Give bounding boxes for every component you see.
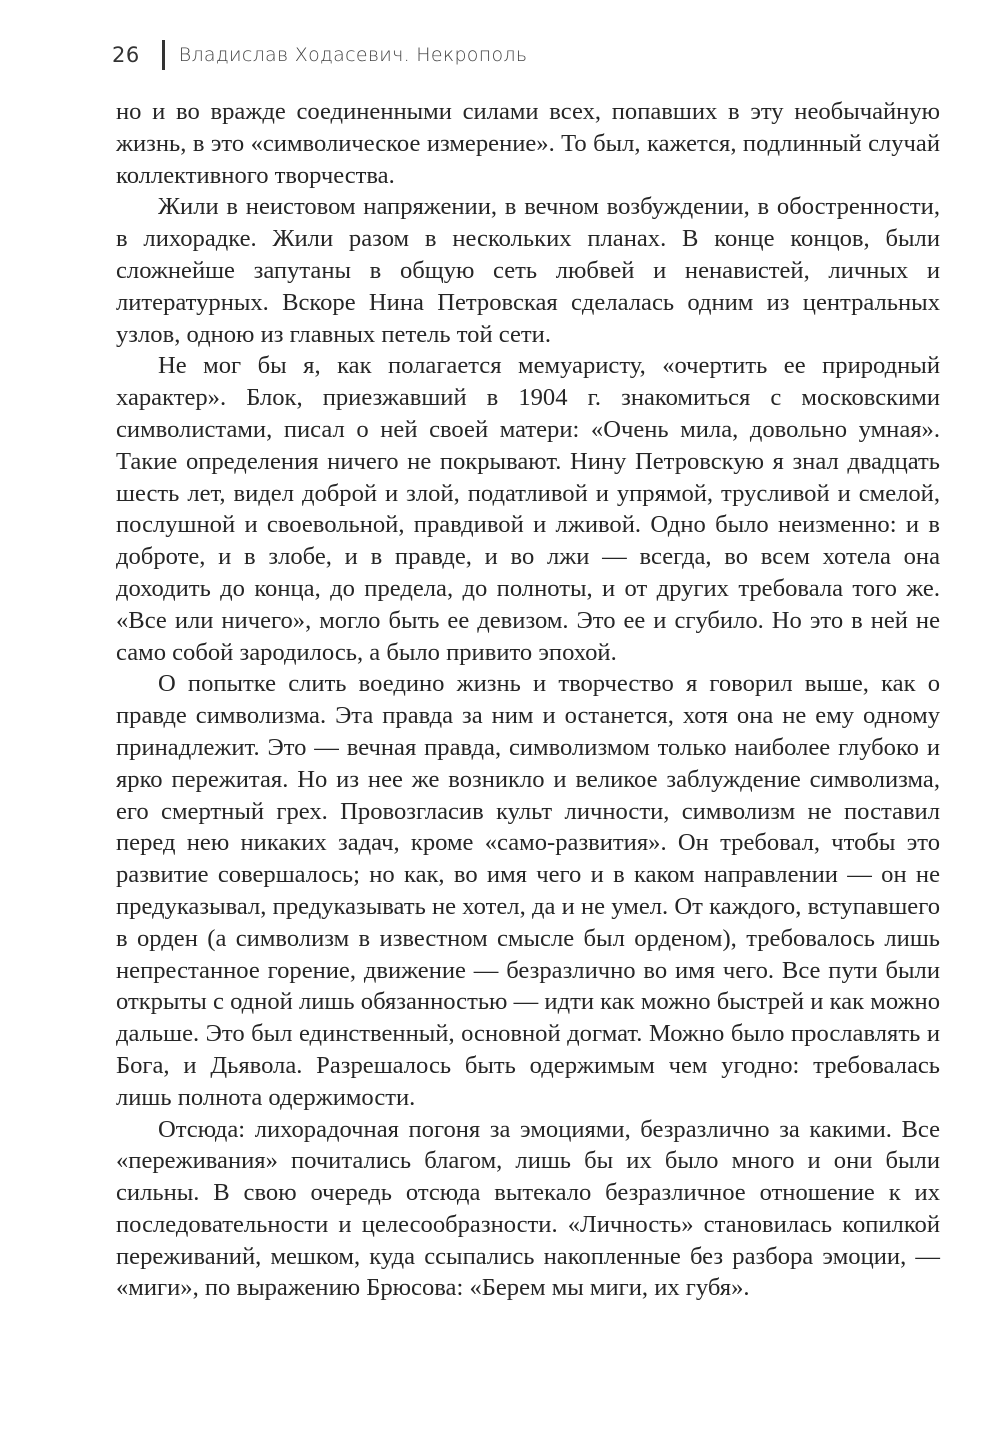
running-head	[112, 38, 527, 72]
running-title: Владислав Ходасевич. Некрополь	[178, 44, 528, 66]
paragraph: Отсюда: лихорадочная погоня за эмоциями, безразлично за какими. Все «переживания» почитались благом, лишь бы их было много и они были сильны. В свою очередь отсюда вытекало безразличное отношение к их последовательности и целесообразности. «Личность» становилась копилкой переживаний, мешком, куда ссыпались накопленные без разбора эмоции, — «миги», по выражению Брюсова: «Берем мы миги, их губя».	[116, 1115, 940, 1302]
body-text	[116, 96, 940, 1304]
header-divider	[162, 40, 165, 70]
paragraph: О попытке слить воедино жизнь и творчество я говорил выше, как о правде символизма. Эта правда за ним и останется, хотя она не ему одному принадлежит. Это — вечная правда, символизмом только наиболее глубоко и ярко пережитая. Но из нее же возникло и великое заблуждение символизма, его смертный грех. Провозгласив культ личности, символизм не поставил перед нею никаких задач, кроме «само-развития». Он требовал, чтобы это развитие совершалось; но как, во имя чего и в каком направлении — он не предуказывал, предуказывать не хотел, да и не умел. От каждого, вступавшего в орден (а символизм в известном смысле был орденом), требовалось лишь непрестанное горение, движение — безразлично во имя чего. Все пути были открыты с одной лишь обязанностью — идти как можно быстрей и как можно дальше. Это был единственный, основной догмат. Можно было прославлять и Бога, и Дьявола. Разрешалось быть одержимым чем угодно: требовалась лишь полнота одержимости.	[116, 670, 940, 1111]
paragraph: Не мог бы я, как полагается мемуаристу, «очертить ее природный характер». Блок, приезжавший в 1904 г. знакомиться с московскими символистами, писал о ней своей матери: «Очень мила, довольно умная». Такие определения ничего не покрывают. Нину Петровскую я знал двадцать шесть лет, видел доброй и злой, податливой и упрямой, трусливой и смелой, послушной и своевольной, правдивой и лживой. Одно было неизменно: и в доброте, и в злобе, и в правде, и во лжи — всегда, во всем хотела она доходить до конца, до предела, до полноты, и от других требовала того же. «Все или ничего», могло быть ее девизом. Это ее и сгубило. Но это в ней не само собой зародилось, а было привито эпохой.	[116, 352, 940, 666]
paragraph: Жили в неистовом напряжении, в вечном возбуждении, в обостренности, в лихорадке. Жили разом в нескольких планах. В конце концов, были сложнейше запутаны в общую сеть любвей и ненавистей, личных и литературных. Вскоре Нина Петровская сделалась одним из центральных узлов, одною из главных петель той сети.	[116, 193, 940, 348]
paragraph-continuation: но и во вражде соединенными силами всех, попавших в эту необычайную жизнь, в это «символическое измерение». То был, кажется, подлинный случай коллективного творчества.	[116, 98, 940, 189]
page-number: 26	[112, 43, 140, 67]
